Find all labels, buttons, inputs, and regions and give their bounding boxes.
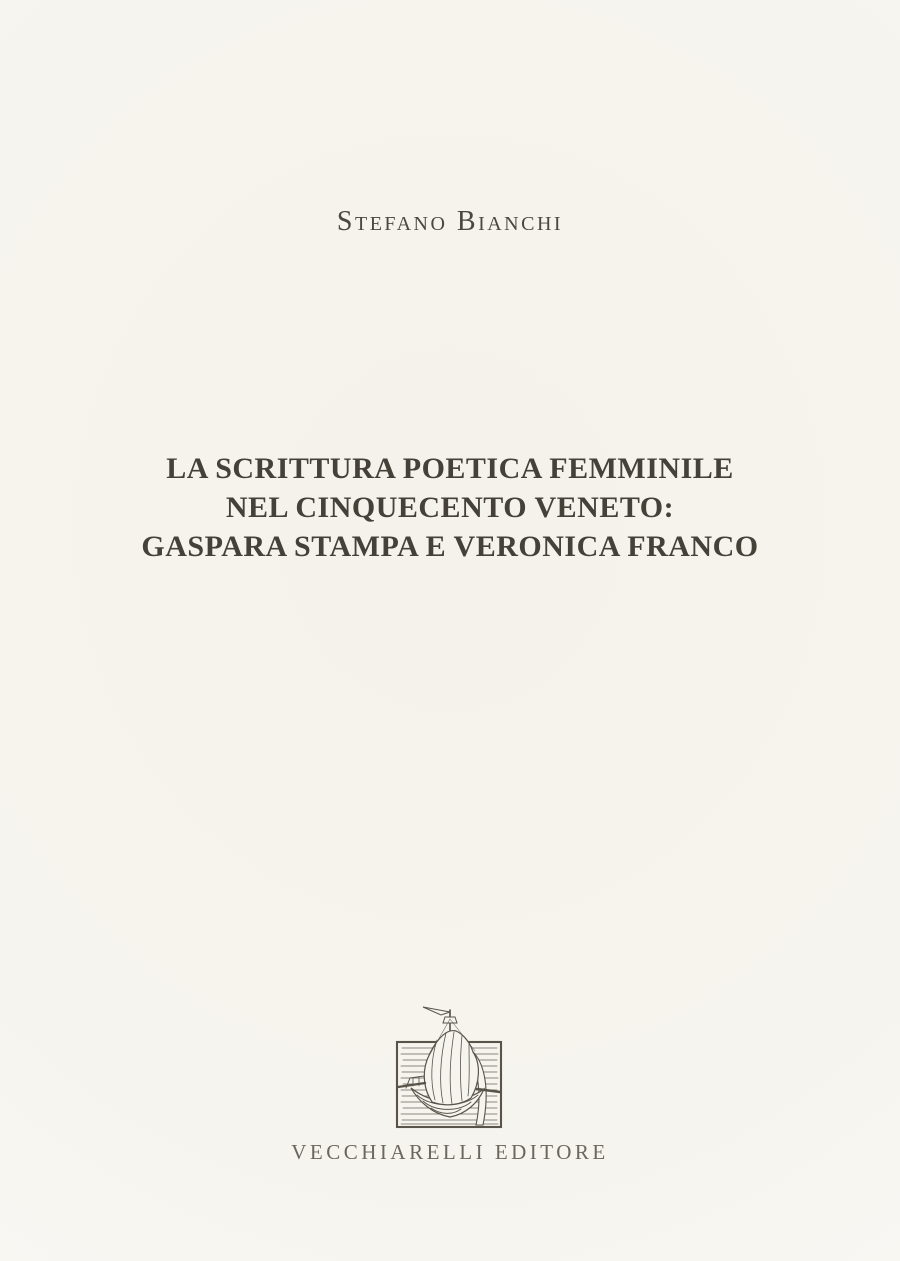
publisher-logo: [393, 1006, 507, 1130]
book-title: [0, 449, 900, 566]
publisher-name: VECCHIARELLI EDITORE: [291, 1140, 609, 1164]
title-line: NEL CINQUECENTO VENETO:: [225, 491, 675, 524]
title-line: LA SCRITTURA POETICA FEMMINILE: [166, 452, 734, 485]
sailing-ship-icon: [393, 1006, 507, 1130]
author-name: Stefano Bianchi: [336, 206, 564, 237]
title-line: GASPARA STAMPA E VERONICA FRANCO: [141, 530, 759, 563]
